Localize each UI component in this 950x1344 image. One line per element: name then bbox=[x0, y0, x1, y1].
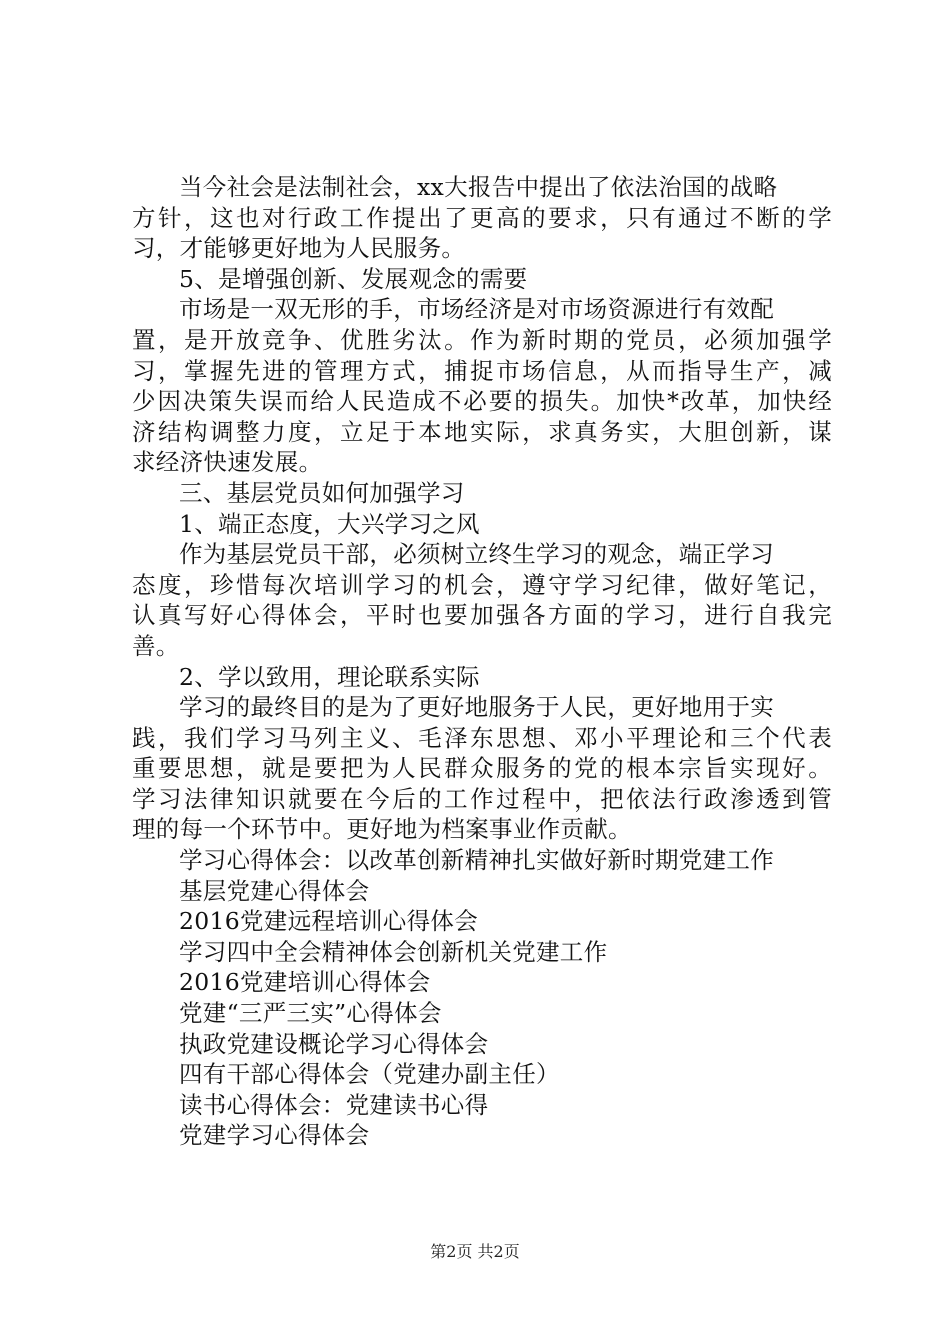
paragraph-line: 方针，这也对行政工作提出了更高的要求，只有通过不断的学 bbox=[132, 203, 832, 232]
paragraph-line: 济结构调整力度，立足于本地实际，求真务实，大胆创新，谋 bbox=[132, 417, 832, 446]
section-heading: 三、基层党员如何加强学习 bbox=[179, 478, 465, 507]
related-title: 基层党建心得体会 bbox=[179, 876, 370, 905]
related-title: 2016党建培训心得体会 bbox=[179, 968, 431, 997]
paragraph-line: 习，才能够更好地为人民服务。 bbox=[132, 234, 466, 263]
paragraph-line: 理的每一个环节中。更好地为档案事业作贡献。 bbox=[132, 815, 632, 844]
paragraph-line: 践，我们学习马列主义、毛泽东思想、邓小平理论和三个代表 bbox=[132, 723, 832, 752]
related-title: 学习心得体会：以改革创新精神扎实做好新时期党建工作 bbox=[179, 846, 774, 875]
document-body bbox=[132, 172, 832, 1151]
paragraph-line: 少因决策失误而给人民造成不必要的损失。加快*改革，加快经 bbox=[132, 387, 832, 416]
paragraph-line: 作为基层党员干部，必须树立终生学习的观念，端正学习 bbox=[179, 540, 774, 569]
paragraph-line: 善。 bbox=[132, 631, 180, 660]
section-heading: 5、是增强创新、发展观念的需要 bbox=[179, 264, 528, 293]
paragraph-line: 学习的最终目的是为了更好地服务于人民，更好地用于实 bbox=[179, 693, 774, 722]
paragraph-line: 学习法律知识就要在今后的工作过程中，把依法行政渗透到管 bbox=[132, 784, 832, 813]
paragraph-line: 求经济快速发展。 bbox=[132, 448, 323, 477]
related-title: 党建“三严三实”心得体会 bbox=[179, 999, 442, 1028]
subsection-heading: 2、学以致用，理论联系实际 bbox=[179, 662, 480, 691]
related-title: 读书心得体会：党建读书心得 bbox=[179, 1090, 489, 1119]
paragraph-line: 态度，珍惜每次培训学习的机会，遵守学习纪律，做好笔记， bbox=[132, 570, 832, 599]
related-title: 2016党建远程培训心得体会 bbox=[179, 907, 479, 936]
related-title: 执政党建设概论学习心得体会 bbox=[179, 1029, 489, 1058]
paragraph-line: 认真写好心得体会，平时也要加强各方面的学习，进行自我完 bbox=[132, 601, 832, 630]
paragraph-line: 习，掌握先进的管理方式，捕捉市场信息，从而指导生产，减 bbox=[132, 356, 832, 385]
related-title: 党建学习心得体会 bbox=[179, 1121, 370, 1150]
related-title: 学习四中全会精神体会创新机关党建工作 bbox=[179, 937, 608, 966]
paragraph-line: 重要思想，就是要把为人民群众服务的党的根本宗旨实现好。 bbox=[132, 754, 832, 783]
related-title: 四有干部心得体会（党建办副主任） bbox=[179, 1060, 560, 1089]
subsection-heading: 1、端正态度，大兴学习之风 bbox=[179, 509, 480, 538]
page-number: 第2页 共2页 bbox=[430, 1242, 520, 1261]
paragraph-line: 当今社会是法制社会，xx大报告中提出了依法治国的战略 bbox=[179, 173, 778, 201]
paragraph-line: 市场是一双无形的手，市场经济是对市场资源进行有效配 bbox=[179, 295, 774, 324]
paragraph-line: 置，是开放竞争、优胜劣汰。作为新时期的党员，必须加强学 bbox=[132, 325, 832, 354]
